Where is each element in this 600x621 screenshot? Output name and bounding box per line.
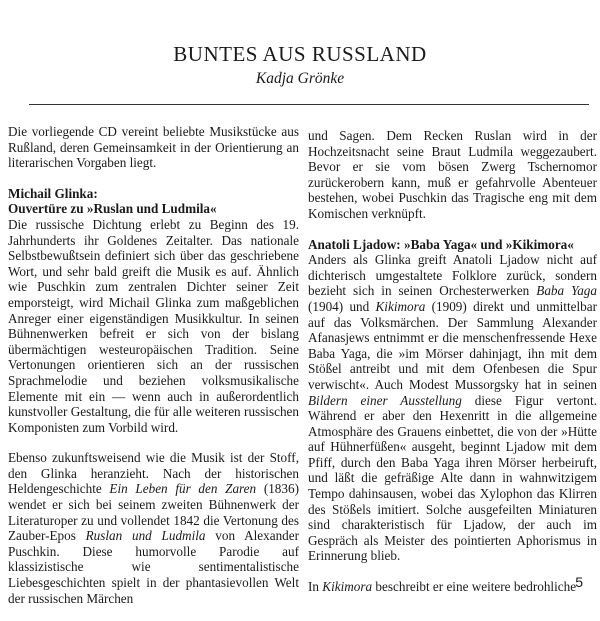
body-text: (1909) direkt und unmittelbar auf das Volksmärchen. Der Sammlung Alexander Afanasjews entnimmt er die menschenfressende Hexe Baba Yaga, die »im Mörser dahinjagt, ihn mit dem Stößel antreibt und mit dem Ofenbesen die Spur verwischt«. Auch Modest Mussorgsky hat in seinen xyxy=(308,298,597,392)
intro-paragraph: Die vorliegende CD vereint beliebte Musikstücke aus Rußland, deren Gemeinsamkeit in der Orientierung an literarischen Vorgaben liegt. xyxy=(8,124,299,171)
composer-heading: Michail Glinka: xyxy=(8,185,98,201)
body-text: diese Figur vertont. Während er aber den Hexenritt in die allgemeine Atmosphäre des Grauens einbettet, die von der »Hütte auf Hühnerfüßen« ausgeht, beginnt Ljadow mit dem Pfiff, durch den Baba Yaga ihren Mörser herbeiruft, und läßt die gefräßige Alte dann in wahnwitzigem Tempo dahinsausen, wobei das Xylophon das Klirren des Stößels imitiert. Solche ausgefeilten Miniaturen sind charakteristisch für Ljadow, der auch im Gespräch als Meister des pointierten Aphorismus in Erinnerung blieb. xyxy=(308,392,597,564)
glinka-section-paragraph xyxy=(8,186,299,436)
work-title: Kikimora xyxy=(375,298,426,314)
body-text: (1836) wendet er sich bei seinem zweiten Bühnenwerk der Literaturoper zu und vollendet 1842 die Vertonung des Zauber-Epos xyxy=(8,481,299,544)
body-text: von Alexander Puschkin. Diese humorvolle Parodie auf klassizistische wie sentimentalistische Liebesgeschichten spielt in der phantasievollen Welt der russischen Märchen xyxy=(8,528,300,606)
author-name: Kadja Grönke xyxy=(255,70,345,87)
work-title: Baba Yaga xyxy=(536,283,597,299)
body-text: Die russische Dichtung erlebt zu Beginn des 19. Jahrhunderts ihr Goldenes Zeitalter. Das nationale Selbstbewußtsein definiert sich über das geschriebene Wort, und sehr bald greift die Musik es auf. Ähnlich wie Puschkin zum zentralen Dichter seiner Zeit emporsteigt, wird Michail Glinka zum maßgeblichen Anreger einer eigenständigen Musikkultur. In seinen Bühnenwerken befreit er sich von der bislang übermächtigen westeuropäischen Tradition. Seine Vertonungen orientieren sich an der russischen Sprachmelodie und beziehen volksmusikalische Elemente mit ein — wenn auch in außerordentlich kunstvoller Gestaltung, die für alle weiteren russischen Komponisten zum Vorbild wird. xyxy=(8,216,299,435)
left-column xyxy=(8,124,299,621)
body-text: In xyxy=(308,579,323,595)
work-title: Ein Leben für den Zaren xyxy=(109,481,257,497)
body-text: beschreibt er eine weitere bedrohliche xyxy=(372,579,577,595)
kikimora-paragraph xyxy=(308,579,597,595)
piece-heading: Ouvertüre zu »Ruslan und Ludmila« xyxy=(8,201,217,217)
work-title: Ruslan und Ludmila xyxy=(85,528,206,544)
body-text: (1904) und xyxy=(308,298,376,314)
page-header xyxy=(0,42,600,88)
section-heading: Anatoli Ljadow: »Baba Yaga« und »Kikimora« xyxy=(308,236,574,252)
continuation-paragraph: und Sagen. Dem Recken Ruslan wird in der Hochzeitsnacht seine Braut Ludmila weggezaubert. Bevor er sie vom bösen Zwerg Tschernomor zurückerobern kann, muß er gefahrvolle Abenteuer bestehen, wobei Puschkin das Tragische eng mit dem Komischen verknüpft. xyxy=(308,128,597,221)
page-number: 5 xyxy=(575,574,583,590)
body-text: Anders als Glinka greift Anatoli Ljadow nicht auf dichterisch umgestaltete Folklore zurück, sondern bezieht sich in seinen Orchesterwerken xyxy=(308,252,597,299)
stoff-paragraph xyxy=(8,450,299,606)
work-title: Bildern einer Ausstellung xyxy=(308,392,462,408)
body-text: Ebenso zukunftsweisend wie die Musik ist der Stoff, den Glinka heranzieht. Nach der historischen Heldengeschichte xyxy=(8,450,299,497)
right-column xyxy=(308,128,597,610)
work-title: Kikimora xyxy=(322,579,373,595)
header-divider xyxy=(29,104,589,105)
ljadow-section-paragraph xyxy=(308,237,597,564)
page-title: BUNTES AUS RUSSLAND xyxy=(173,42,427,66)
